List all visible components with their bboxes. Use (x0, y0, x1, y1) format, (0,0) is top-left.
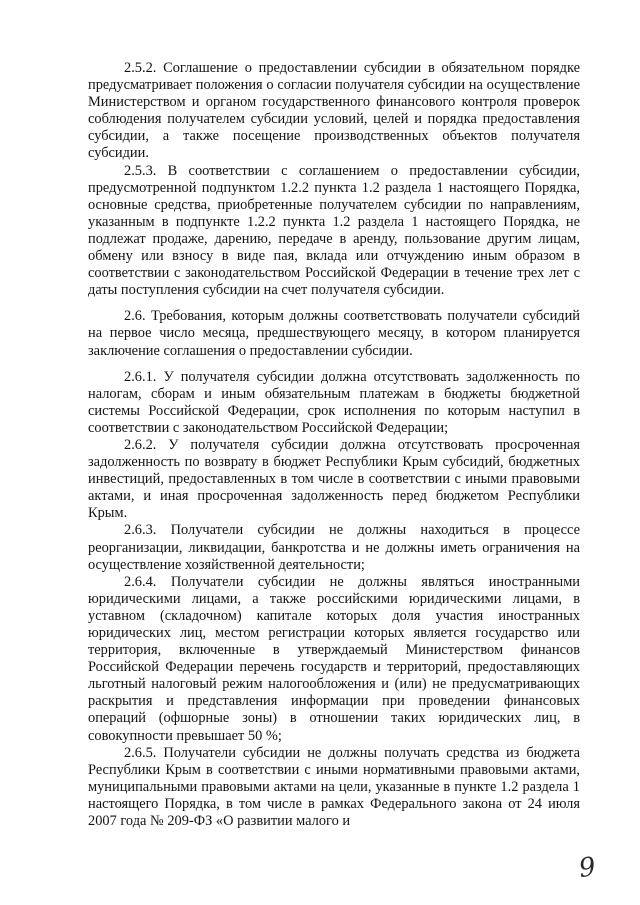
paragraph-2-6-1: 2.6.1. У получателя субсидии должна отсутствовать задолженность по налогам, сборам и иным обязательным платежам в бюджеты бюджетной системы Российской Федерации, срок исполнения по которым наступил в соответствии с законодательством Российской Федерации; (88, 368, 580, 436)
paragraph-2-5-3: 2.5.3. В соответствии с соглашением о предоставлении субсидии, предусмотренной подпунктом 1.2.2 пункта 1.2 раздела 1 настоящего Порядка, основные средства, приобретенные получателем субсидии по направлениям, указанным в подпункте 1.2.2 пункта 1.2 раздела 1 настоящего Порядка, не подлежат продаже, дарению, передаче в аренду, пользование другим лицам, обмену или взносу в виде пая, вклада или отчуждению иным образом в соответствии с законодательством Российской Федерации в течение трех лет с даты поступления субсидии на счет получателя субсидии. (88, 162, 580, 299)
handwritten-page-number: 9 (577, 851, 599, 885)
paragraph-2-6-3: 2.6.3. Получатели субсидии не должны находиться в процессе реорганизации, ликвидации, банкротства и не должны иметь ограничения на осуществление хозяйственной деятельности; (88, 522, 580, 573)
paragraph-2-6-5: 2.6.5. Получатели субсидии не должны получать средства из бюджета Республики Крым в соответствии с иными нормативными правовыми актами, муниципальными правовыми актами на цели, указанные в пункте 1.2 раздела 1 настоящего Порядка, в том числе в рамках Федерального закона от 24 июля 2007 года № 209-ФЗ «О развитии малого и (88, 744, 580, 830)
paragraph-2-6-2: 2.6.2. У получателя субсидии должна отсутствовать просроченная задолженность по возврату в бюджет Республики Крым субсидий, бюджетных инвестиций, предоставленных в том числе в соответствии с иными правовыми актами, и иная просроченная задолженность перед бюджетом Республики Крым. (88, 436, 580, 522)
paragraph-2-6-4: 2.6.4. Получатели субсидии не должны являться иностранными юридическими лицами, а также российскими юридическими лицами, в уставном (складочном) капитале которых доля участия иностранных юридических лиц, местом регистрации которых является государство или территория, включенные в утверждаемый Министерством финансов Российской Федерации перечень государств и территорий, предоставляющих льготный налоговый режим налогообложения и (или) не предусматривающих раскрытия и представления информации при проведении финансовых операций (офшорные зоны) в отношении таких юридических лиц, в совокупности превышает 50 %; (88, 573, 580, 744)
document-page (88, 60, 580, 830)
paragraph-2-5-2: 2.5.2. Соглашение о предоставлении субсидии в обязательном порядке предусматривает положения о согласии получателя субсидии на осуществление Министерством и органом государственного финансового контроля проверок соблюдения получателем субсидии условий, целей и порядка предоставления субсидии, а также посещение производственных объектов получателя субсидии. (88, 60, 580, 162)
paragraph-2-6: 2.6. Требования, которым должны соответствовать получатели субсидий на первое число месяца, предшествующего месяцу, в котором планируется заключение соглашения о предоставлении субсидии. (88, 308, 580, 359)
